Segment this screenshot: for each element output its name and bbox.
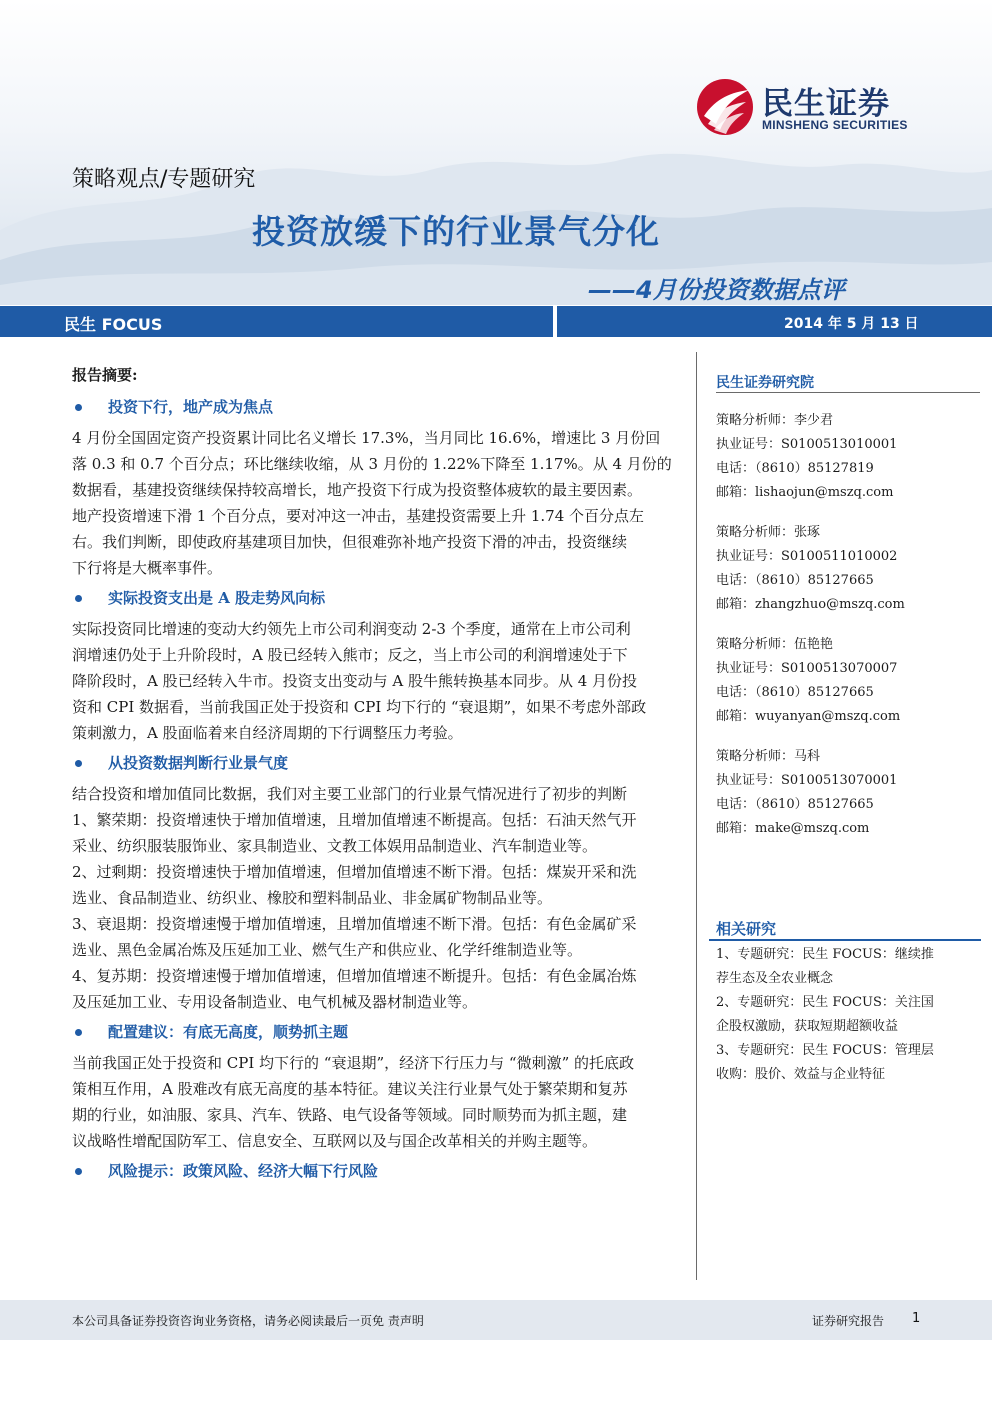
- analyst-card: [716, 521, 966, 617]
- bullet-icon: [75, 760, 82, 767]
- footer-doc-type: 证券研究报告: [812, 1314, 885, 1328]
- page-footer: [0, 1300, 992, 1340]
- analyst-cert: 执业证号：S0100511010002: [716, 549, 898, 564]
- related-research-rule: [709, 939, 981, 941]
- summary-column: [72, 364, 688, 1189]
- section-heading: 配置建议：有底无高度，顺势抓主题: [72, 1020, 688, 1044]
- column-divider: [696, 352, 697, 1280]
- related-item[interactable]: 收购：股价、效益与企业特征: [716, 1067, 886, 1082]
- institute-name: 民生证券研究院: [716, 375, 814, 391]
- company-logo: [694, 76, 934, 136]
- report-date: 2014 年 5 月 13 日: [784, 316, 919, 332]
- analyst-name: 策略分析师：马科: [716, 749, 821, 764]
- section-paragraph: 结合投资和增加值同比数据，我们对主要工业部门的行业景气情况进行了初步的判断 1、繁荣期：投资增速快于增加值增速，且增加值增速不断提高。包括：石油天然气开 采业、纺织服装服饰业、家具制造业、文教工体娱用品制造业、汽车制造业等。 2、过剩期：投资增速快于增加值增速，但增加值增速不断下滑。包括：煤炭开采和洗 选业、食品制造业、纺织业、橡胶和塑料制品业、非金属矿物制品业等。 3、衰退期：投资增速慢于增加值增速，且增加值增速不断下滑。包括：有色金属矿采 选业、黑色金属冶炼及压延加工业、燃气生产和供应业、化学纤维制造业等。 4、复苏期：投资增速慢于增加值增速，但增加值增速不断提升。包括：有色金属冶炼 及压延加工业、专用设备制造业、电气机械及器材制造业等。: [72, 785, 637, 1011]
- analyst-cert: 执业证号：S0100513010001: [716, 437, 898, 452]
- header-banner: [0, 0, 992, 305]
- related-research-title: 相关研究: [716, 920, 777, 938]
- related-item[interactable]: 3、专题研究：民生 FOCUS：管理层: [716, 1043, 934, 1058]
- footer-disclaimer: 本公司具备证券投资咨询业务资格，请务必阅读最后一页免 责声明: [72, 1314, 424, 1328]
- report-category: 策略观点/专题研究: [72, 167, 256, 192]
- bullet-icon: [75, 404, 82, 411]
- logo-english-name: MINSHENG SECURITIES: [762, 118, 908, 132]
- related-item[interactable]: 企股权激励，获取短期超额收益: [716, 1019, 899, 1034]
- report-title: 投资放缓下的行业景气分化: [252, 212, 660, 251]
- summary-title: 报告摘要:: [72, 366, 138, 384]
- analyst-email[interactable]: 邮箱：zhangzhuo@mszq.com: [716, 597, 905, 612]
- section-heading: 实际投资支出是 A 股走势风向标: [72, 586, 688, 610]
- logo-chinese-name: 民生证券: [762, 86, 890, 122]
- focus-bar-right: [557, 306, 992, 337]
- section-heading: 从投资数据判断行业景气度: [72, 751, 688, 775]
- analyst-email[interactable]: 邮箱：lishaojun@mszq.com: [716, 485, 894, 500]
- bullet-icon: [75, 1029, 82, 1036]
- analyst-card: [716, 745, 966, 841]
- report-subtitle: ——4月份投资数据点评: [588, 276, 845, 304]
- analyst-card: [716, 633, 966, 729]
- related-item[interactable]: 2、专题研究：民生 FOCUS：关注国: [716, 995, 934, 1010]
- analyst-cert: 执业证号：S0100513070001: [716, 773, 898, 788]
- analyst-email[interactable]: 邮箱：wuyanyan@mszq.com: [716, 709, 901, 724]
- analyst-card: [716, 409, 966, 505]
- analyst-cert: 执业证号：S0100513070007: [716, 661, 898, 676]
- analyst-name: 策略分析师：张琢: [716, 525, 821, 540]
- analyst-phone: 电话：（8610）85127665: [716, 797, 874, 812]
- section-heading: 投资下行，地产成为焦点: [72, 395, 688, 419]
- section-paragraph: 当前我国正处于投资和 CPI 均下行的 “衰退期”，经济下行压力与 “微刺激” 的托底政 策相互作用，A 股难改有底无高度的基本特征。建议关注行业景气处于繁荣期和复苏 期的行业，如油服、家具、汽车、铁路、电气设备等领域。同时顺势而为抓主题，建 议战略性增配国防军工、信息安全、互联网以及与国企改革相关的并购主题等。: [72, 1054, 635, 1150]
- focus-brand: 民生 FOCUS: [64, 315, 163, 334]
- bullet-icon: [75, 1168, 82, 1175]
- logo-swoosh-icon: [694, 76, 756, 138]
- sidebar-rule: [716, 392, 980, 393]
- section-paragraph: 实际投资同比增速的变动大约领先上市公司利润变动 2-3 个季度，通常在上市公司利 润增速仍处于上升阶段时，A 股已经转入熊市；反之，当上市公司的利润增速处于下 降阶段时，A 股已经转入牛市。投资支出变动与 A 股牛熊转换基本同步。从 4 月份投 资和 CPI 数据看，当前我国正处于投资和 CPI 均下行的 “衰退期”，如果不考虑外部政 策刺激力，A 股面临着来自经济周期的下行调整压力考验。: [72, 620, 647, 742]
- related-item[interactable]: 荐生态及全农业概念: [716, 971, 834, 986]
- focus-bar: [0, 306, 992, 337]
- analyst-phone: 电话：（8610）85127819: [716, 461, 874, 476]
- bullet-icon: [75, 595, 82, 602]
- analyst-name: 策略分析师：李少君: [716, 413, 834, 428]
- related-research-list: [716, 943, 966, 1087]
- analyst-phone: 电话：（8610）85127665: [716, 685, 874, 700]
- analyst-phone: 电话：（8610）85127665: [716, 573, 874, 588]
- page-number: 1: [912, 1311, 921, 1326]
- section-heading: 风险提示：政策风险、经济大幅下行风险: [72, 1159, 688, 1183]
- analyst-name: 策略分析师：伍艳艳: [716, 637, 834, 652]
- section-paragraph: 4 月份全国固定资产投资累计同比名义增长 17.3%，当月同比 16.6%，增速比 3 月份回 落 0.3 和 0.7 个百分点；环比继续收缩，从 3 月份的 1.22%下降至 1.17%。从 4 月份的 数据看，基建投资继续保持较高增长，地产投资下行成为投资整体疲软的最主要因素。 地产投资增速下滑 1 个百分点，要对冲这一冲击，基建投资需要上升 1.74 个百分点左 右。我们判断，即使政府基建项目加快，但很难弥补地产投资下滑的冲击，投资继续 下行将是大概率事件。: [72, 429, 672, 577]
- analyst-email[interactable]: 邮箱：make@mszq.com: [716, 821, 870, 836]
- sidebar: [716, 372, 966, 841]
- related-item[interactable]: 1、专题研究：民生 FOCUS：继续推: [716, 947, 934, 962]
